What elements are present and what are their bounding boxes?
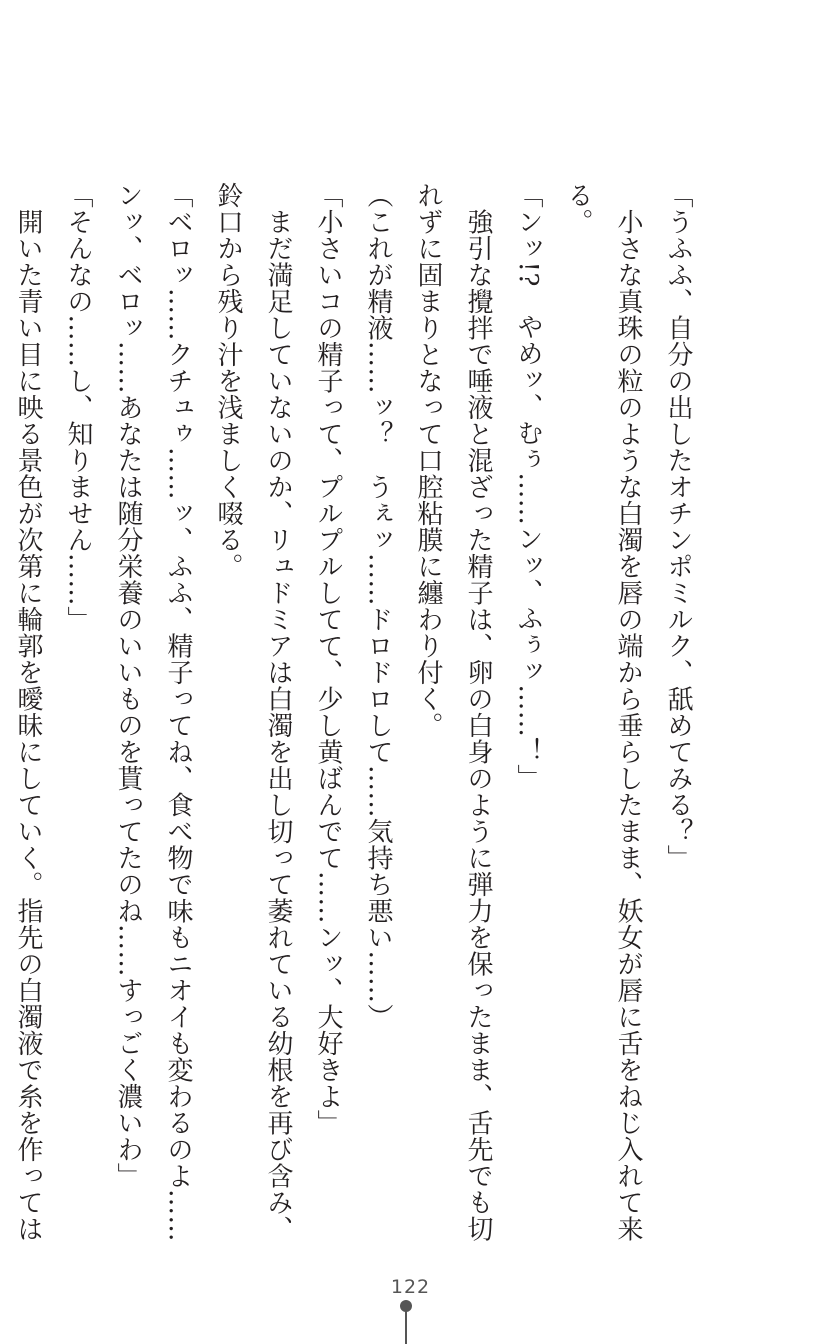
text-line	[0, 182, 3, 1062]
page-marker-line	[405, 1310, 407, 1344]
text-line: 小さな真珠の粒のような白濁を唇の端から垂らしたまま、妖女が唇に舌をねじ入れて来	[613, 182, 643, 1242]
page-number: 122	[390, 1276, 431, 1298]
body-text	[0, 182, 703, 1242]
text-line: 開いた青い目に映る景色が次第に輪郭を曖昧にしていく。指先の白濁液で糸を作っては	[13, 182, 43, 1242]
text-line: る。	[563, 182, 593, 235]
text-line: 強引な攪拌で唾液と混ざった精子は、卵の白身のように弾力を保ったまま、舌先でも切	[463, 182, 493, 1242]
text-line: 「ベロッ……クチュゥ……ッ、ふふ、精子ってね、食べ物で味もニオイも変わるのよ……	[163, 182, 193, 1242]
text-line: 「そんなの……し、知りません……」	[63, 182, 93, 633]
text-line: 「ンッ!? やめッ、むぅ……ンッ、ふぅッ……！」	[513, 182, 543, 791]
text-line: ンッ、ベロッ……あなたは随分栄養のいいものを貰ってたのね……すっごく濃いわ」	[113, 182, 143, 1189]
text-line: 鈴口から残り汁を浅ましく啜る。	[213, 182, 243, 580]
text-line: 「うふふ、自分の出したオチンポミルク、舐めてみる？」	[663, 182, 693, 871]
text-line: （これが精液……ッ？ うぇッ……ドロドロして……気持ち悪い……）	[363, 182, 393, 1030]
text-line: 「小さいコの精子って、プルプルしてて、少し黄ばんでて……ンッ、大好きよ」	[313, 182, 343, 1136]
text-line: れずに固まりとなって口腔粘膜に纏わり付く。	[413, 182, 443, 739]
text-line: まだ満足していないのか、リュドミアは白濁を出し切って萎れている幼根を再び含み、	[263, 182, 293, 1242]
